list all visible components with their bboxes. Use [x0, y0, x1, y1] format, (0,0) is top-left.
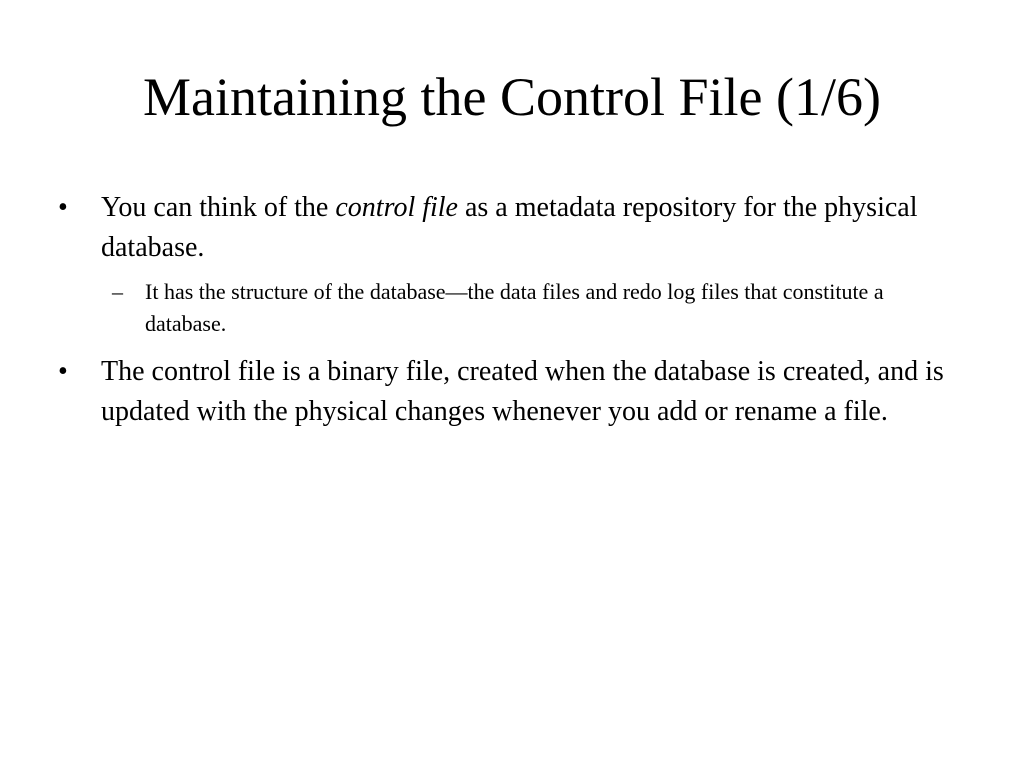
bullet-text-part: as a metadata repository for the physical database.: [101, 192, 918, 263]
bullet-item: [58, 188, 968, 268]
bullet-text-part: You can think of the: [101, 192, 336, 223]
bullet-marker: •: [58, 356, 68, 387]
slide-body: [58, 188, 968, 432]
slide-title: Maintaining the Control File (1/6): [143, 67, 881, 127]
sub-bullet-marker: –: [112, 279, 123, 304]
emphasized-term: control file: [335, 192, 458, 223]
bullet-marker: •: [58, 192, 68, 223]
sub-bullet-text: It has the structure of the database—the data files and redo log files that constitute a database.: [145, 279, 884, 336]
sub-bullet-item: [101, 276, 968, 340]
bullet-item: [58, 352, 968, 432]
bullet-text: The control file is a binary file, created when the database is created, and is updated with the physical changes whenever you add or rename a file.: [101, 356, 944, 427]
bullet-text: [101, 192, 917, 263]
